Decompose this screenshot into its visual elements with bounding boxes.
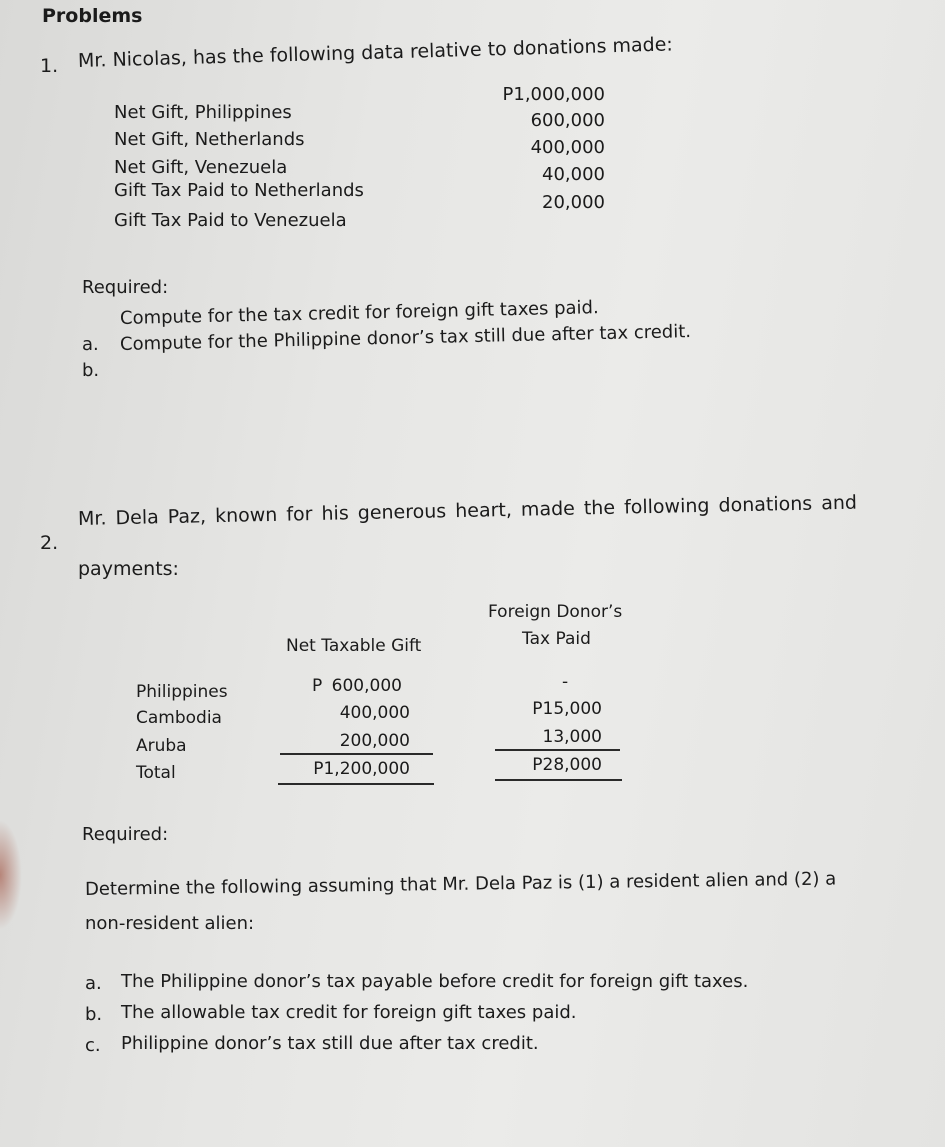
table-cell-gift: 400,000 <box>339 703 410 723</box>
table-cell-tax: 13,000 <box>542 727 602 747</box>
table-row-label: Aruba <box>136 736 187 756</box>
data-value: 400,000 <box>530 137 605 158</box>
problem-2-required-label: Required: <box>82 824 169 845</box>
subtotal-rule <box>280 753 433 755</box>
column-header-foreign-tax-line1: Foreign Donor’s <box>488 602 623 622</box>
problem-1-required-label: Required: <box>82 277 169 298</box>
table-row-label: Philippines <box>136 682 228 702</box>
page-shadow <box>0 820 22 930</box>
requirement-text: Compute for the Philippine donor’s tax still due after tax credit. <box>119 321 692 355</box>
determine-line2: non-resident alien: <box>85 913 255 934</box>
determine-line1: Determine the following assuming that Mr. Dela Paz is (1) a resident alien and (2) a <box>84 868 837 900</box>
table-cell-gift: 200,000 <box>339 731 410 751</box>
data-value: 20,000 <box>542 192 605 213</box>
data-label: Gift Tax Paid to Netherlands <box>114 180 364 201</box>
requirement-letter: b. <box>85 1004 103 1025</box>
data-label: Net Gift, Netherlands <box>114 129 305 150</box>
problem-2-intro-line2: payments: <box>78 558 179 580</box>
data-label: Gift Tax Paid to Venezuela <box>114 210 347 231</box>
table-row-label-total: Total <box>136 763 176 783</box>
data-value: 600,000 <box>530 110 605 131</box>
column-header-net-taxable-gift: Net Taxable Gift <box>286 636 422 656</box>
subtotal-rule <box>495 749 620 751</box>
data-label: Net Gift, Venezuela <box>114 157 288 178</box>
problem-1-intro: Mr. Nicolas, has the following data relative to donations made: <box>77 33 674 72</box>
data-value: P1,000,000 <box>502 84 605 105</box>
requirement-letter: b. <box>82 360 100 381</box>
table-cell-tax-total: P28,000 <box>532 755 602 775</box>
problem-2-intro-line1: Mr. Dela Paz, known for his generous heart, made the following donations and <box>77 491 858 530</box>
problem-1-number: 1. <box>40 55 59 77</box>
requirement-letter: a. <box>85 973 102 994</box>
table-row-label: Cambodia <box>136 708 222 728</box>
table-cell-tax: - <box>562 672 569 692</box>
page-title: Problems <box>42 5 143 27</box>
requirement-text: The Philippine donor’s tax payable before credit for foreign gift taxes. <box>121 971 749 992</box>
data-value: 40,000 <box>542 164 605 185</box>
requirement-letter: a. <box>82 334 99 355</box>
table-cell-gift-total: P1,200,000 <box>313 759 410 779</box>
table-cell-gift: P 600,000 <box>312 676 402 696</box>
requirement-letter: c. <box>85 1035 101 1056</box>
total-rule <box>495 779 622 781</box>
table-cell-tax: P15,000 <box>532 699 602 719</box>
requirement-text: The allowable tax credit for foreign gift taxes paid. <box>121 1002 577 1023</box>
data-label: Net Gift, Philippines <box>114 102 292 123</box>
total-rule <box>278 783 434 785</box>
column-header-foreign-tax-line2: Tax Paid <box>522 629 591 649</box>
requirement-text: Philippine donor’s tax still due after tax credit. <box>121 1033 539 1054</box>
problem-2-number: 2. <box>40 532 59 554</box>
requirement-text: Compute for the tax credit for foreign gift taxes paid. <box>119 297 599 329</box>
